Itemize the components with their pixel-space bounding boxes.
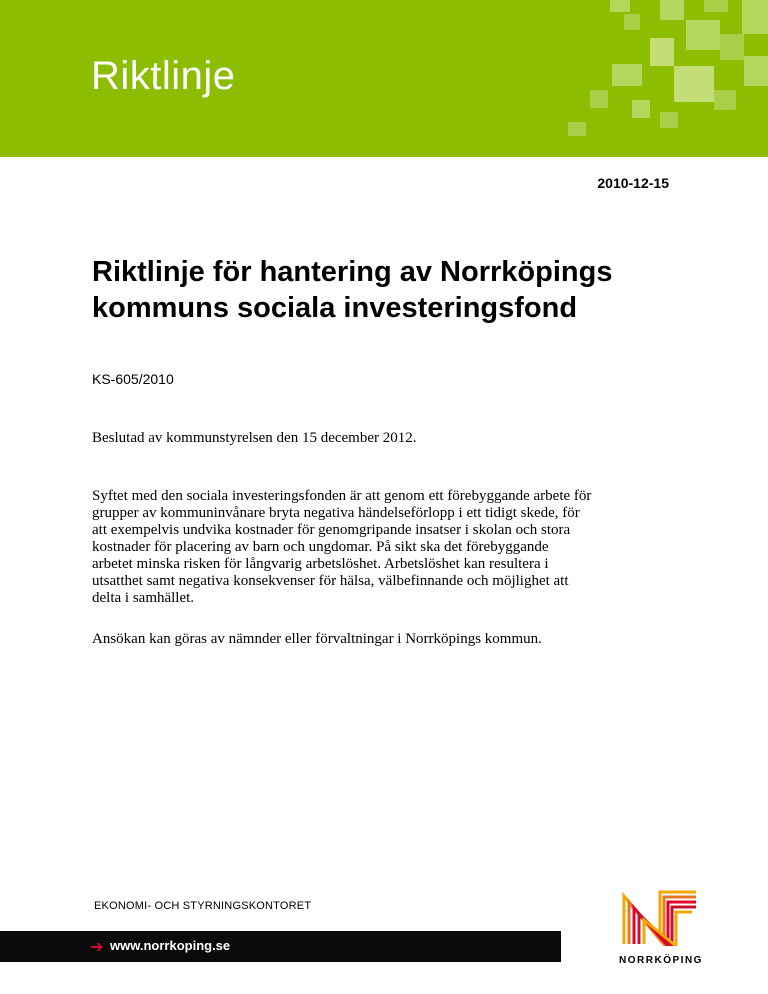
header-band [0,0,768,157]
document-reference: KS-605/2010 [92,371,174,387]
decision-paragraph: Beslutad av kommunstyrelsen den 15 december 2012. [92,430,417,446]
footer-department: EKONOMI- OCH STYRNINGSKONTORET [94,900,312,912]
header-title: Riktlinje [91,54,236,98]
footer-url-link[interactable]: www.norrkoping.se [110,938,231,953]
footer-bar [0,931,561,962]
purpose-paragraph: Syftet med den sociala investeringsfonden är att genom ett förebyggande arbete för grupper av kommuninvånare bryta negativa händelseförlopp i ett tidigt skede, för att exempelvis undvika kostnader för genomgripande insatser i skolan och stora kostnader för placering av barn och ungdomar. På sikt ska det förebyggande arbetet minska risken för långvarig arbetslöshet. Arbetslöshet kan resultera i utsatthet samt negativa konsekvenser för hälsa, välbefinnande och möjlighet att delta i samhället. [92,488,592,606]
norrkoping-logo-icon [620,888,698,946]
document-date: 2010-12-15 [597,175,669,191]
document-title: Riktlinje för hantering av Norrköpings kommuns sociala investeringsfond [92,256,613,324]
arrow-right-icon: ➔ [90,937,104,956]
logo-text: NORRKÖPING [619,955,703,966]
application-paragraph: Ansökan kan göras av nämnder eller förvaltningar i Norrköpings kommun. [92,631,542,647]
